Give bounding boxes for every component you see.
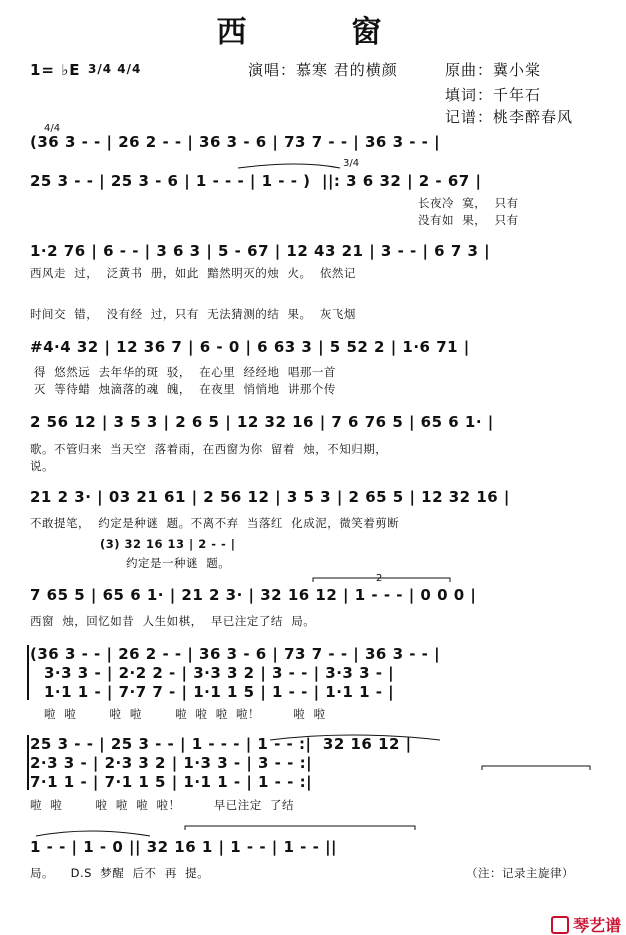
score-row-2: 25 3 - - | 25 3 - 6 | 1 - - - | 1 - - ) ||: 3 6 32 | 2 - 67 |	[30, 172, 482, 190]
score-row-4: #4·4 32 | 12 36 7 | 6 - 0 | 6 63 3 | 5 52 2 | 1·6 71 |	[30, 338, 470, 356]
score-row-6-alt: (3) 32 16 13 | 2 - - |	[100, 537, 236, 551]
score-title: 西 窗	[216, 15, 410, 50]
score-row-1: (36 3 - - | 26 2 - - | 36 3 - 6 | 73 7 - - | 36 3 - - |	[30, 133, 441, 151]
score-row-9-harmony-2: 7·1 1 - | 7·1 1 5 | 1·1 1 - | 1 - - :|	[30, 773, 313, 791]
score-row-9-melody: 25 3 - - | 25 3 - - | 1 - - - | 1 - - :| 32 16 12 |	[30, 735, 412, 753]
score-row-6: 21 2 3· | 03 21 61 | 2 56 12 | 3 5 3 | 2 65 5 | 12 32 16 |	[30, 488, 510, 506]
score-row-8-melody: (36 3 - - | 26 2 - - | 36 3 - 6 | 73 7 - - | 36 3 - - |	[30, 645, 441, 663]
meter-start-mark: 4/4	[44, 123, 61, 134]
lyric-row-5-verse-1: 歌。不管归来 当天空 落着雨，在西窗为你 留着 烛，不知归期，	[30, 442, 388, 456]
lyric-row-5-verse-2: 说。	[30, 459, 54, 473]
lyric-row-2-verse-1: 长夜冷 寞， 只有	[418, 196, 519, 210]
lyric-row-3-verse-2: 时间交 错， 没有经 过，只有 无法猜测的结 果。 灰飞烟	[30, 307, 356, 321]
score-row-3: 1·2 76 | 6 - - | 3 6 3 | 5 - 67 | 12 43 21 | 3 - - | 6 7 3 |	[30, 242, 491, 260]
lyric-row-6-verse-1: 不敢提笔， 约定是种谜 题。不离不弃 当落红 化成泥，微笑着剪断	[30, 516, 400, 530]
credit-original: 原曲：冀小棠	[445, 61, 542, 79]
time-signature: 3/4 4/4	[88, 62, 142, 76]
transcription-note: （注：记录主旋律）	[466, 866, 574, 880]
score-row-10: 1 - - | 1 - 0 || 32 16 1 | 1 - - | 1 - - ||	[30, 838, 338, 856]
credit-transcriber: 记谱：桃李醉春风	[445, 108, 574, 126]
watermark-text: 琴艺谱	[573, 916, 622, 935]
lyric-row-6-alt: 约定是一种谜 题。	[126, 556, 231, 570]
credit-lyricist: 填词：千年石	[445, 86, 542, 104]
lyric-row-3-verse-1: 西风走 过， 泛黄书 册，如此 黯然明灭的烛 火。 依然记	[30, 266, 356, 280]
lyric-row-7: 西窗 烛，回忆如昔 人生如棋， 早已注定了结 局。	[30, 614, 316, 628]
volta-mark: 2	[376, 573, 383, 584]
lyric-row-4-verse-1: 得 悠然远 去年华的斑 驳， 在心里 经经地 唱那一首	[34, 365, 336, 379]
lyric-row-9: 啦 啦 啦 啦 啦 啦！ 早已注定 了结	[30, 798, 295, 812]
meter-change-mark: 3/4	[343, 158, 360, 169]
lyric-row-10: 局。 D.S 梦醒 后不 再 提。	[30, 866, 210, 880]
key-signature: 1= ♭E	[30, 61, 81, 79]
score-row-9-harmony-1: 2·3 3 - | 2·3 3 2 | 1·3 3 - | 3 - - :|	[30, 754, 313, 772]
credit-singer: 演唱：慕寒 君的横颜	[248, 61, 398, 79]
score-row-7: 7 65 5 | 65 6 1· | 21 2 3· | 32 16 12 | 1 - - - | 0 0 0 |	[30, 586, 477, 604]
score-row-5: 2 56 12 | 3 5 3 | 2 6 5 | 12 32 16 | 7 6 76 5 | 65 6 1· |	[30, 413, 494, 431]
lyric-row-4-verse-2: 灭 等待蜡 烛滴落的魂 魄， 在夜里 悄悄地 讲那个传	[34, 382, 336, 396]
score-row-8-harmony-2: 1·1 1 - | 7·7 7 - | 1·1 1 5 | 1 - - | 1·1 1 - |	[44, 683, 395, 701]
lyric-row-8: 啦 啦 啦 啦 啦 啦 啦 啦！ 啦 啦	[44, 707, 326, 721]
lyric-row-2-verse-2: 没有如 果， 只有	[418, 213, 519, 227]
score-row-8-harmony-1: 3·3 3 - | 2·2 2 - | 3·3 3 2 | 3 - - | 3·3 3 - |	[44, 664, 395, 682]
